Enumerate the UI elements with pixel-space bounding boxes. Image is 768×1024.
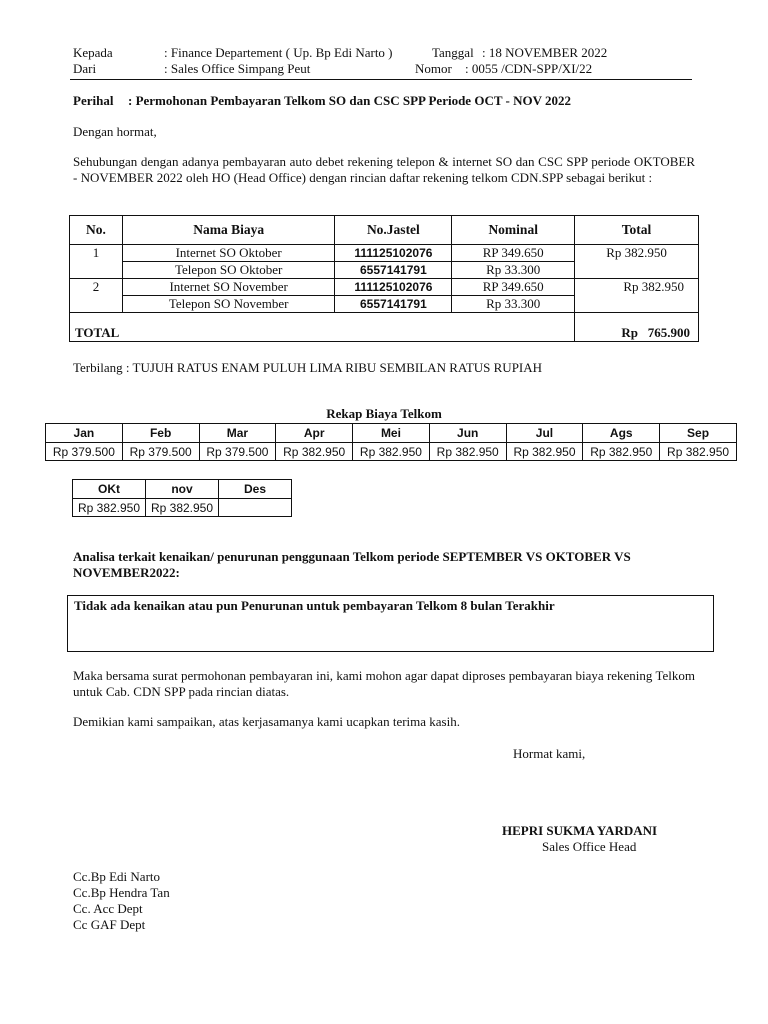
header-nama-biaya: Nama Biaya	[122, 216, 335, 245]
signature-position: Sales Office Head	[542, 839, 637, 854]
rekap-value: Rp 382.950	[276, 443, 353, 461]
analisa-title: Analisa terkait kenaikan/ penurunan penggunaan Telkom periode SEPTEMBER VS OKTOBER VS NOVEMBER2022:	[73, 549, 631, 580]
rekap-value: Rp 382.950	[429, 443, 506, 461]
nomor-value: : 0055 /CDN-SPP/XI/22	[465, 61, 593, 76]
greeting: Dengan hormat,	[73, 124, 157, 139]
header-no: No.	[70, 216, 123, 245]
rekap-value: Rp 382.950	[583, 443, 660, 461]
cc-item: Cc. Acc Dept	[73, 901, 143, 916]
rekap-month: Mar	[199, 424, 276, 443]
rekap-value: Rp 382.950	[660, 443, 737, 461]
rekap-title: Rekap Biaya Telkom	[326, 406, 442, 421]
header-no-jastel: No.Jastel	[335, 216, 452, 245]
row-jastel: 6557141791	[335, 296, 452, 313]
perihal-label: Perihal	[73, 93, 114, 108]
row-nama: Telepon SO Oktober	[122, 262, 335, 279]
billing-table	[69, 215, 699, 342]
terbilang: Terbilang : TUJUH RATUS ENAM PULUH LIMA RIBU SEMBILAN RATUS RUPIAH	[73, 360, 543, 375]
rekap-value	[219, 499, 292, 517]
rekap-month: Mei	[353, 424, 430, 443]
closing-paragraph-2: Demikian kami sampaikan, atas kerjasamanya kami ucapkan terima kasih.	[73, 714, 460, 729]
billing-header-row	[70, 216, 699, 245]
row-jastel: 6557141791	[335, 262, 452, 279]
rekap-table-1	[45, 423, 737, 461]
signature-salutation: Hormat kami,	[513, 746, 586, 761]
rekap-month: OKt	[73, 480, 146, 499]
total-row	[70, 313, 699, 342]
row-jastel: 111125102076	[335, 279, 452, 296]
rekap-value: Rp 382.950	[506, 443, 583, 461]
table-row	[70, 279, 699, 296]
row-total: Rp 382.950	[575, 279, 699, 313]
row-nama: Telepon SO November	[122, 296, 335, 313]
rekap-value-row	[46, 443, 737, 461]
header-nominal: Nominal	[452, 216, 575, 245]
cc-item: Cc.Bp Edi Narto	[73, 869, 161, 884]
total-value: 765.900	[647, 325, 690, 340]
closing-paragraph-1: Maka bersama surat permohonan pembayaran ini, kami mohon agar dapat diproses pembayaran biaya rekening Telkom untuk Cab. CDN SPP pada rincian diatas.	[73, 668, 695, 699]
rekap-month: Des	[219, 480, 292, 499]
analisa-text: Tidak ada kenaikan atau pun Penurunan untuk pembayaran Telkom 8 bulan Terakhir	[74, 598, 555, 613]
rekap-month: Jun	[429, 424, 506, 443]
nomor-label: Nomor	[415, 61, 452, 76]
row-no: 2	[70, 279, 123, 313]
rekap-month-row	[73, 480, 292, 499]
header-total: Total	[575, 216, 699, 245]
rekap-value: Rp 382.950	[73, 499, 146, 517]
dari-value: : Sales Office Simpang Peut	[164, 61, 311, 76]
rekap-month: Jul	[506, 424, 583, 443]
rekap-value: Rp 382.950	[146, 499, 219, 517]
row-jastel: 111125102076	[335, 245, 452, 262]
row-nominal: Rp 33.300	[452, 296, 575, 313]
cc-item: Cc.Bp Hendra Tan	[73, 885, 170, 900]
row-nominal: RP 349.650	[452, 279, 575, 296]
rekap-value: Rp 379.500	[46, 443, 123, 461]
rekap-value: Rp 379.500	[199, 443, 276, 461]
intro-paragraph: Sehubungan dengan adanya pembayaran auto debet rekening telepon & internet SO dan CSC SPP periode OKTOBER - NOVEMBER 2022 oleh HO (Head Office) dengan rincian daftar rekening telkom CDN.SPP sebagai berikut :	[73, 154, 695, 185]
total-currency: Rp	[621, 325, 638, 340]
rekap-month-row	[46, 424, 737, 443]
rekap-month: nov	[146, 480, 219, 499]
rekap-month: Jan	[46, 424, 123, 443]
row-nama: Internet SO Oktober	[122, 245, 335, 262]
row-nama: Internet SO November	[122, 279, 335, 296]
row-nominal: Rp 33.300	[452, 262, 575, 279]
kepada-value: : Finance Departement ( Up. Bp Edi Narto )	[164, 45, 393, 60]
kepada-label: Kepada	[73, 45, 113, 60]
cc-item: Cc GAF Dept	[73, 917, 146, 932]
dari-label: Dari	[73, 61, 97, 76]
tanggal-label: Tanggal	[432, 45, 474, 60]
rekap-value-row	[73, 499, 292, 517]
row-nominal: RP 349.650	[452, 245, 575, 262]
signature-name: HEPRI SUKMA YARDANI	[502, 823, 658, 838]
rekap-month: Apr	[276, 424, 353, 443]
rekap-month: Feb	[122, 424, 199, 443]
perihal-value: : Permohonan Pembayaran Telkom SO dan CSC SPP Periode OCT - NOV 2022	[128, 93, 571, 108]
analisa-box	[67, 595, 714, 652]
row-total: Rp 382.950	[575, 245, 699, 279]
row-no: 1	[70, 245, 123, 279]
rekap-month: Ags	[583, 424, 660, 443]
rekap-value: Rp 382.950	[353, 443, 430, 461]
total-label: TOTAL	[75, 325, 120, 340]
table-row	[70, 245, 699, 262]
tanggal-value: : 18 NOVEMBER 2022	[482, 45, 608, 60]
rekap-month: Sep	[660, 424, 737, 443]
rekap-table-2	[72, 479, 292, 517]
header-divider	[70, 79, 692, 80]
rekap-value: Rp 379.500	[122, 443, 199, 461]
